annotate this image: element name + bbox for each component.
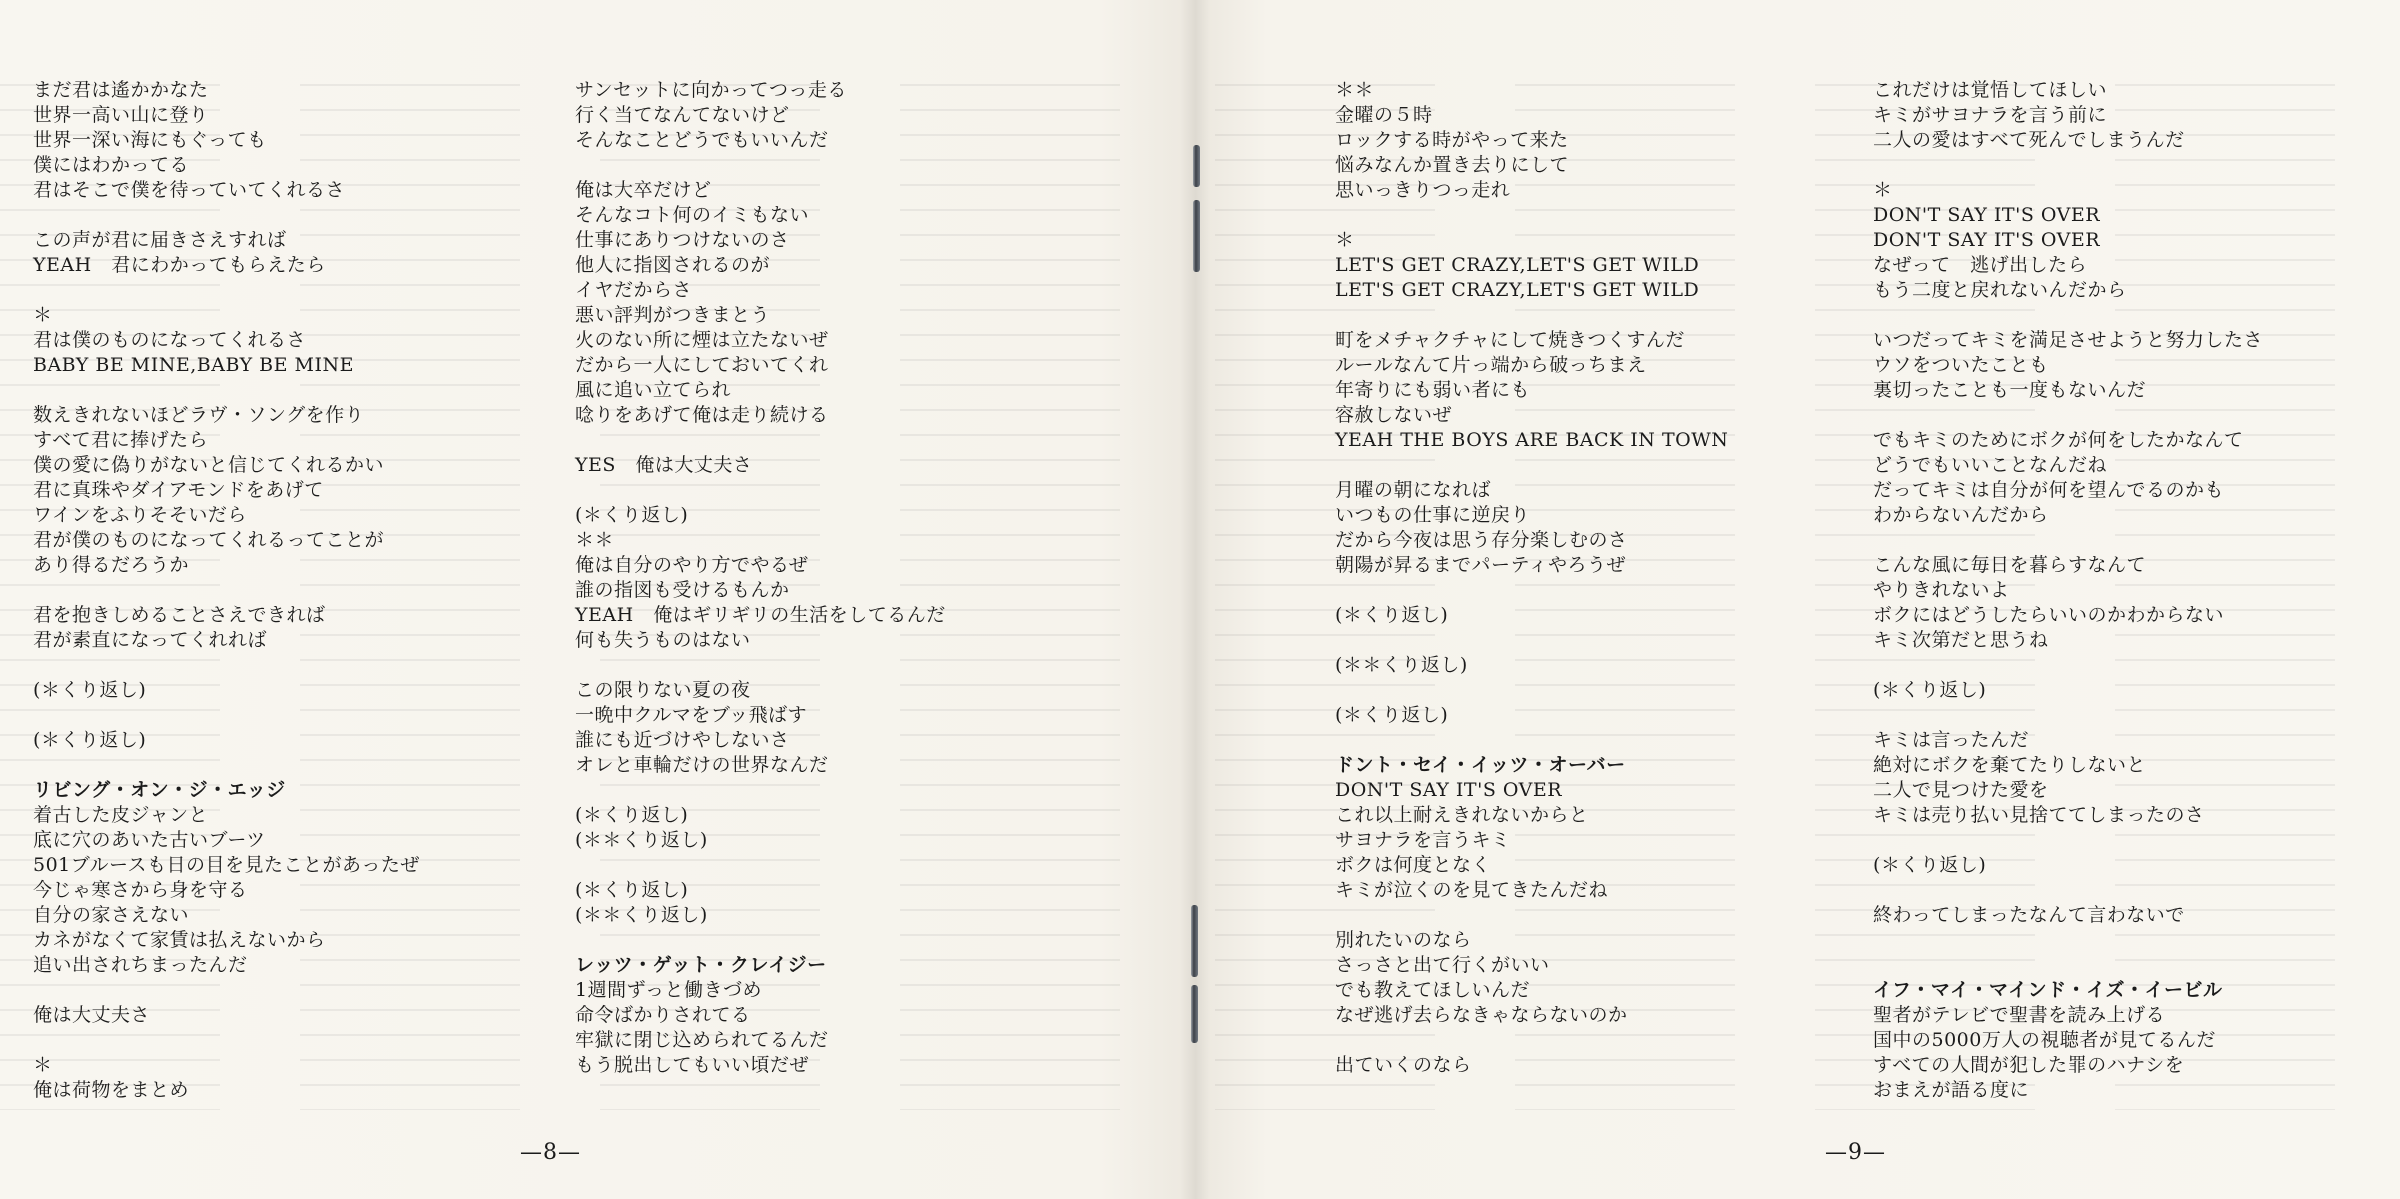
lyric-line: 501ブルースも日の目を見たことがあったぜ [33, 854, 420, 876]
lyric-line: さっさと出て行くがいい [1335, 954, 1550, 976]
lyric-line: (＊くり返し) [575, 879, 689, 901]
lyric-line: (＊くり返し) [575, 804, 689, 826]
lyrics-column [1335, 78, 1728, 1078]
lyric-line: ＊ [33, 1054, 53, 1076]
lyric-line: 君が素直になってくれれば [33, 629, 268, 651]
lyric-line: すべて君に捧げたら [33, 429, 209, 451]
lyric-line: 終わってしまったなんて言わないで [1873, 904, 2185, 926]
lyric-line: もう二度と戻れないんだから [1873, 279, 2127, 301]
lyric-line [33, 753, 420, 778]
lyric-line: ＊＊ [575, 529, 615, 551]
lyric-line: 二人で見つけた愛を [1873, 779, 2049, 801]
lyric-line: 世界一深い海にもぐっても [33, 129, 267, 151]
lyric-line: 悪い評判がつきまとう [575, 304, 771, 326]
lyric-line [1335, 578, 1728, 603]
lyric-line: BABY BE MINE,BABY BE MINE [33, 354, 354, 376]
lyric-line [33, 703, 420, 728]
lyric-line: そんなコト何のイミもない [575, 204, 810, 226]
lyric-line: DON'T SAY IT'S OVER [1335, 779, 1563, 801]
lyric-line [1873, 953, 2263, 978]
lyric-line [1873, 403, 2263, 428]
staple [1191, 905, 1198, 977]
lyric-line: ロックする時がやって来た [1335, 129, 1569, 151]
lyric-line: (＊くり返し) [33, 679, 147, 701]
lyric-line [1873, 303, 2263, 328]
lyric-line: あり得るだろうか [33, 554, 190, 576]
lyric-line: 国中の5000万人の視聴者が見てるんだ [1873, 1029, 2216, 1051]
lyric-line: 僕の愛に偽りがないと信じてくれるかい [33, 454, 385, 476]
lyric-line [1335, 303, 1728, 328]
lyric-line: やりきれないよ [1873, 579, 2010, 601]
lyric-line: 君を抱きしめることさえできれば [33, 604, 326, 626]
lyric-line: ドント・セイ・イッツ・オーバー [1335, 754, 1626, 776]
lyric-line [575, 153, 946, 178]
lyric-line: 君はそこで僕を待っていてくれるさ [33, 179, 346, 201]
page-number: —9— [1825, 1140, 1886, 1165]
lyric-line: サヨナラを言うキミ [1335, 829, 1511, 851]
lyric-line [33, 278, 420, 303]
lyric-line: ルールなんて片っ端から破っちまえ [1335, 354, 1647, 376]
lyric-line: キミは売り払い見捨ててしまったのさ [1873, 804, 2205, 826]
lyric-line [575, 778, 946, 803]
lyric-line: 1週間ずっと働きづめ [575, 979, 762, 1001]
lyric-line: 二人の愛はすべて死んでしまうんだ [1873, 129, 2185, 151]
lyric-line: LET'S GET CRAZY,LET'S GET WILD [1335, 279, 1700, 301]
staple [1193, 200, 1200, 272]
lyric-line: 君に真珠やダイアモンドをあげて [33, 479, 324, 501]
lyric-line: この限りない夏の夜 [575, 679, 751, 701]
lyric-line: 町をメチャクチャにして焼きつくすんだ [1335, 329, 1685, 351]
lyric-line [1873, 528, 2263, 553]
lyric-line: この声が君に届きさえすれば [33, 229, 287, 251]
lyric-line: いつもの仕事に逆戻り [1335, 504, 1531, 526]
lyric-line: (＊＊くり返し) [575, 829, 708, 851]
lyric-line: ＊＊ [1335, 79, 1375, 101]
lyric-line: 風に追い立てられ [575, 379, 732, 401]
lyric-line: DON'T SAY IT'S OVER [1873, 229, 2101, 251]
lyric-line: 朝陽が昇るまでパーティやろうぜ [1335, 554, 1626, 576]
lyric-line [33, 578, 420, 603]
lyric-line [1335, 903, 1728, 928]
lyric-line: 俺は自分のやり方でやるぜ [575, 554, 809, 576]
lyric-line: サンセットに向かってつっ走る [575, 79, 847, 101]
lyric-line: 出ていくのなら [1335, 1054, 1472, 1076]
lyric-line: こんな風に毎日を暮らすなんて [1873, 554, 2147, 576]
lyric-line: 聖者がテレビで聖書を読み上げる [1873, 1004, 2166, 1026]
lyric-line: YEAH 君にわかってもらえたら [33, 254, 326, 276]
lyric-line: キミがサヨナラを言う前に [1873, 104, 2108, 126]
lyric-line [575, 853, 946, 878]
lyric-line: DON'T SAY IT'S OVER [1873, 204, 2101, 226]
staple [1191, 985, 1198, 1043]
lyric-line: なぜって 逃げ出したら [1873, 254, 2088, 276]
lyric-line: なぜ逃げ去らなきゃならないのか [1335, 1004, 1628, 1026]
lyrics-column [575, 78, 946, 1078]
lyric-line [1873, 878, 2263, 903]
lyric-line [33, 203, 420, 228]
lyric-line: 金曜の５時 [1335, 104, 1433, 126]
lyric-line: 火のない所に煙は立たないぜ [575, 329, 829, 351]
lyrics-column [1873, 78, 2263, 1103]
lyric-line [1873, 928, 2263, 953]
lyric-line [1335, 728, 1728, 753]
lyric-line: (＊くり返し) [1873, 854, 1987, 876]
left-page [0, 0, 1195, 1199]
lyric-line: キミ次第だと思うね [1873, 629, 2049, 651]
lyric-line: 絶対にボクを棄てたりしないと [1873, 754, 2147, 776]
lyric-line: イフ・マイ・マインド・イズ・イービル [1873, 979, 2223, 1001]
lyric-line: 君は僕のものになってくれるさ [33, 329, 307, 351]
lyric-line [1873, 153, 2263, 178]
lyric-line: これ以上耐えきれないからと [1335, 804, 1589, 826]
lyric-line [575, 478, 946, 503]
lyric-line [1335, 628, 1728, 653]
lyric-line: (＊＊くり返し) [1335, 654, 1468, 676]
lyric-line: ボクは何度となく [1335, 854, 1492, 876]
lyric-line: (＊くり返し) [575, 504, 689, 526]
lyric-line: 今じゃ寒さから身を守る [33, 879, 248, 901]
lyric-line [1335, 678, 1728, 703]
lyric-line: 思いっきりつっ走れ [1335, 179, 1511, 201]
lyric-line: 俺は大丈夫さ [33, 1004, 151, 1026]
lyric-line [1873, 828, 2263, 853]
lyric-line: 僕にはわかってる [33, 154, 190, 176]
lyric-line: いつだってキミを満足させようと努力したさ [1873, 329, 2264, 351]
right-page [1195, 0, 2400, 1199]
lyric-line: 牢獄に閉じ込められてるんだ [575, 1029, 829, 1051]
lyric-line: わからないんだから [1873, 504, 2049, 526]
lyric-line: 世界一高い山に登り [33, 104, 209, 126]
lyric-line [33, 378, 420, 403]
lyric-line: 行く当てなんてないけど [575, 104, 790, 126]
lyric-line: キミが泣くのを見てきたんだね [1335, 879, 1609, 901]
lyric-line: (＊＊くり返し) [575, 904, 708, 926]
lyric-line [1335, 453, 1728, 478]
lyric-line: YEAH 俺はギリギリの生活をしてるんだ [575, 604, 946, 626]
lyric-line: ボクにはどうしたらいいのかわからない [1873, 604, 2225, 626]
lyric-line: 仕事にありつけないのさ [575, 229, 790, 251]
lyric-line: リビング・オン・ジ・エッジ [33, 779, 286, 801]
lyric-line [1335, 203, 1728, 228]
lyric-line: イヤだからさ [575, 279, 693, 301]
lyric-line [1335, 1028, 1728, 1053]
lyric-line: 誰にも近づけやしないさ [575, 729, 790, 751]
lyric-line: (＊くり返し) [33, 729, 147, 751]
lyric-line: YES 俺は大丈夫さ [575, 454, 753, 476]
lyric-line: これだけは覚悟してほしい [1873, 79, 2108, 101]
lyric-line [1873, 653, 2263, 678]
lyric-line: YEAH THE BOYS ARE BACK IN TOWN [1335, 429, 1729, 451]
lyric-line [33, 978, 420, 1003]
lyric-line: でも教えてほしいんだ [1335, 979, 1531, 1001]
lyric-line: 裏切ったことも一度もないんだ [1873, 379, 2147, 401]
lyric-line: 追い出されちまったんだ [33, 954, 248, 976]
lyric-line: どうでもいいことなんだね [1873, 454, 2108, 476]
lyric-line: 自分の家さえない [33, 904, 190, 926]
lyric-line: 俺は荷物をまとめ [33, 1079, 190, 1101]
lyric-line: ウソをついたことも [1873, 354, 2049, 376]
lyric-line: 年寄りにも弱い者にも [1335, 379, 1531, 401]
lyric-line: 月曜の朝になれば [1335, 479, 1492, 501]
lyric-line: 一晩中クルマをブッ飛ばす [575, 704, 808, 726]
lyric-line: まだ君は遙かかなた [33, 79, 209, 101]
lyric-line: ＊ [1873, 179, 1893, 201]
lyric-line: カネがなくて家賃は払えないから [33, 929, 326, 951]
staple [1193, 145, 1200, 187]
lyric-line [33, 1028, 420, 1053]
lyric-line: 君が僕のものになってくれるってことが [33, 529, 385, 551]
lyric-line: (＊くり返し) [1335, 604, 1449, 626]
lyric-line [1873, 703, 2263, 728]
lyric-line: オレと車輪だけの世界なんだ [575, 754, 829, 776]
lyric-line: ワインをふりそそいだら [33, 504, 247, 526]
lyric-line: 俺は大卒だけど [575, 179, 712, 201]
lyric-line: 着古した皮ジャンと [33, 804, 209, 826]
lyric-line: 悩みなんか置き去りにして [1335, 154, 1570, 176]
lyric-line: 底に穴のあいた古いブーツ [33, 829, 266, 851]
lyric-line: 何も失うものはない [575, 629, 751, 651]
lyric-line: すべての人間が犯した罪のハナシを [1873, 1054, 2185, 1076]
lyric-line: だから今夜は思う存分楽しむのさ [1335, 529, 1628, 551]
lyric-line: 誰の指図も受けるもんか [575, 579, 790, 601]
lyric-line [33, 653, 420, 678]
lyric-line: だから一人にしておいてくれ [575, 354, 829, 376]
lyric-line: 唸りをあげて俺は走り続ける [575, 404, 829, 426]
lyric-line: 他人に指図されるのが [575, 254, 771, 276]
lyric-line: でもキミのためにボクが何をしたかなんて [1873, 429, 2244, 451]
page-number: —8— [520, 1140, 581, 1165]
lyric-line: レッツ・ゲット・クレイジー [575, 954, 827, 976]
lyric-line: 命令ばかりされてる [575, 1004, 751, 1026]
lyric-line: だってキミは自分が何を望んでるのかも [1873, 479, 2225, 501]
lyric-line: もう脱出してもいい頃だぜ [575, 1054, 810, 1076]
lyric-line: (＊くり返し) [1335, 704, 1449, 726]
lyric-line: 数えきれないほどラヴ・ソングを作り [33, 404, 365, 426]
lyric-line: LET'S GET CRAZY,LET'S GET WILD [1335, 254, 1700, 276]
lyric-line [575, 653, 946, 678]
lyric-line: そんなことどうでもいいんだ [575, 129, 829, 151]
lyric-line: 別れたいのなら [1335, 929, 1472, 951]
lyric-line: ＊ [33, 304, 53, 326]
lyric-line: おまえが語る度に [1873, 1079, 2030, 1101]
lyric-line: (＊くり返し) [1873, 679, 1987, 701]
lyric-line: 容赦しないぜ [1335, 404, 1453, 426]
lyric-line: キミは言ったんだ [1873, 729, 2030, 751]
lyric-line: ＊ [1335, 229, 1355, 251]
lyric-line [575, 428, 946, 453]
lyric-line [575, 928, 946, 953]
lyrics-column [33, 78, 420, 1103]
